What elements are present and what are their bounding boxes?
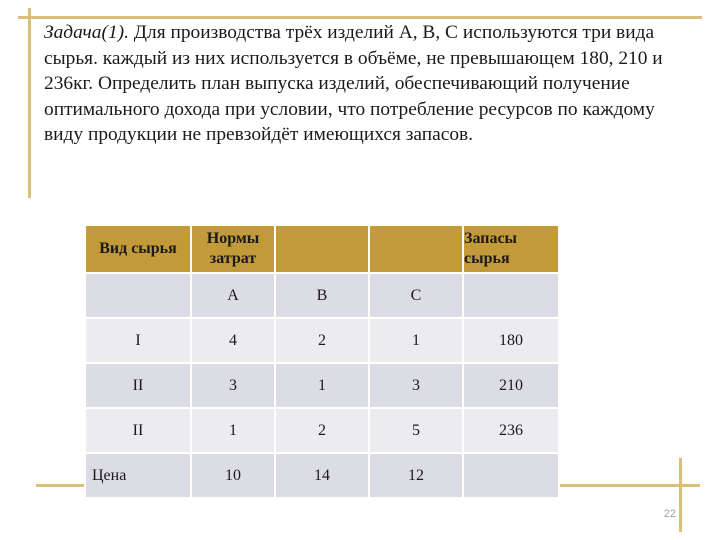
table-row-products <box>86 274 558 317</box>
cell-product-b: В <box>276 274 368 317</box>
problem-statement <box>44 20 694 148</box>
price-value: 12 <box>370 454 462 497</box>
top-rule <box>18 16 702 19</box>
price-label: Цена <box>86 454 190 497</box>
cell-stock: 180 <box>464 319 558 362</box>
cell-value: 1 <box>192 409 274 452</box>
price-value: 10 <box>192 454 274 497</box>
cell-empty <box>86 274 190 317</box>
header-norms: Нормы затрат <box>192 226 274 272</box>
table-header-row <box>86 226 558 272</box>
page-number: 22 <box>663 508 676 520</box>
cell-value: 2 <box>276 409 368 452</box>
cell-value: 3 <box>192 364 274 407</box>
cell-value: 3 <box>370 364 462 407</box>
cell-value: 2 <box>276 319 368 362</box>
header-stock: Запасы сырья <box>464 226 558 272</box>
header-empty-1 <box>276 226 368 272</box>
cell-value: 1 <box>276 364 368 407</box>
cell-product-c: С <box>370 274 462 317</box>
price-value: 14 <box>276 454 368 497</box>
table-row <box>86 319 558 362</box>
cell-product-a: А <box>192 274 274 317</box>
table-row <box>86 364 558 407</box>
problem-title: Задача(1). <box>44 22 129 43</box>
cell-value: 1 <box>370 319 462 362</box>
row-label: II <box>86 409 190 452</box>
cell-stock: 236 <box>464 409 558 452</box>
cell-stock: 210 <box>464 364 558 407</box>
cell-value: 5 <box>370 409 462 452</box>
row-label: II <box>86 364 190 407</box>
table-row-price <box>86 454 558 497</box>
row-label: I <box>86 319 190 362</box>
cell-empty <box>464 274 558 317</box>
header-empty-2 <box>370 226 462 272</box>
problem-text: Для производства трёх изделий А, В, С используются три вида сырья. каждый из них используется в объёме, не превышающем 180, 210 и 236кг. Определить план выпуска изделий, обеспечивающий получение оптимального дохода при условии, что потребление ресурсов по каждому виду продукции не превзойдёт имеющихся запасов. <box>44 22 663 146</box>
table-row <box>86 409 558 452</box>
header-resource: Вид сырья <box>86 226 190 272</box>
right-rule <box>679 458 682 532</box>
resource-table <box>84 224 560 499</box>
left-rule <box>28 8 31 198</box>
cell-empty <box>464 454 558 497</box>
cell-value: 4 <box>192 319 274 362</box>
